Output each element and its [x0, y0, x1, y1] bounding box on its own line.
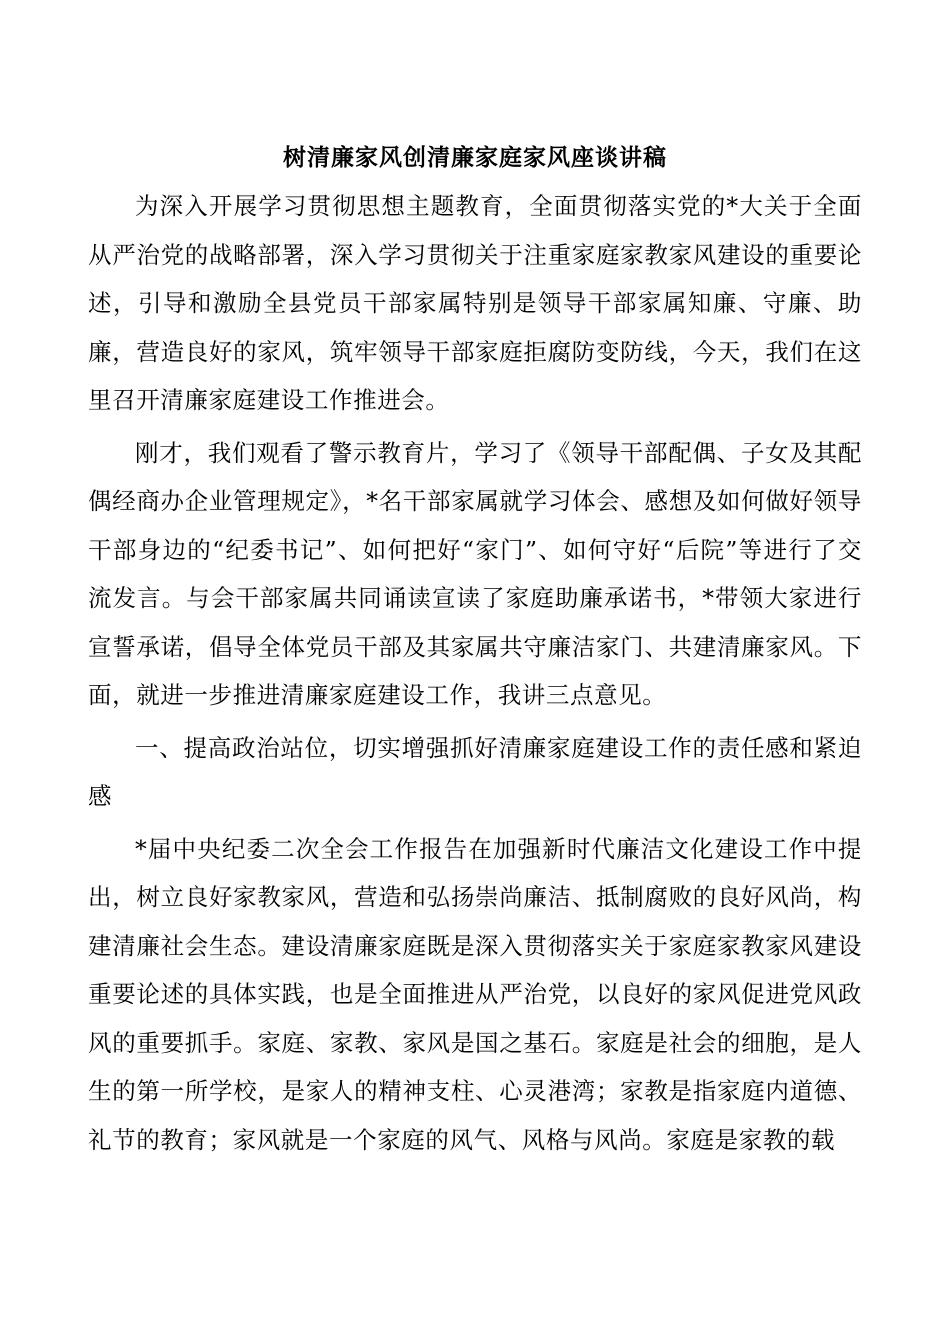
paragraph-meeting-review: 刚才，我们观看了警示教育片，学习了《领导干部配偶、子女及其配偶经商办企业管理规定》，*名干部家属就学习体会、感想及如何做好领导干部身边的“纪委书记”、如何把好“家门”、如何守好“后院”等进行了交流发言。与会干部家属共同诵读宣读了家庭助廉承诺书，*带领大家进行宣誓承诺，倡导全体党员干部及其家属共守廉洁家门、共建清廉家风。下面，就进一步推进清廉家庭建设工作，我讲三点意见。 [88, 438, 862, 709]
paragraph-intro: 为深入开展学习贯彻思想主题教育，全面贯彻落实党的*大关于全面从严治党的战略部署，深入学习贯彻关于注重家庭家教家风建设的重要论述，引导和激励全县党员干部家属特别是领导干部家属知廉、守廉、助廉，营造良好的家风，筑牢领导干部家庭拒腐防变防线，今天，我们在这里召开清廉家庭建设工作推进会。 [88, 192, 862, 414]
paragraph-section-one-body: *届中央纪委二次全会工作报告在加强新时代廉洁文化建设工作中提出，树立良好家教家风，营造和弘扬崇尚廉洁、抵制腐败的良好风尚，构建清廉社会生态。建设清廉家庭既是深入贯彻落实关于家庭家教家风建设重要论述的具体实践，也是全面推进从严治党，以良好的家风促进党风政风的重要抓手。家庭、家教、家风是国之基石。家庭是社会的细胞，是人生的第一所学校，是家人的精神支柱、心灵港湾；家教是指家庭内道德、礼节的教育；家风就是一个家庭的风气、风格与风尚。家庭是家教的载 [88, 834, 862, 1154]
section-heading-one: 一、提高政治站位，切实增强抓好清廉家庭建设工作的责任感和紧迫感 [88, 733, 862, 810]
document-title: 树清廉家风创清廉家庭家风座谈讲稿 [283, 144, 667, 171]
